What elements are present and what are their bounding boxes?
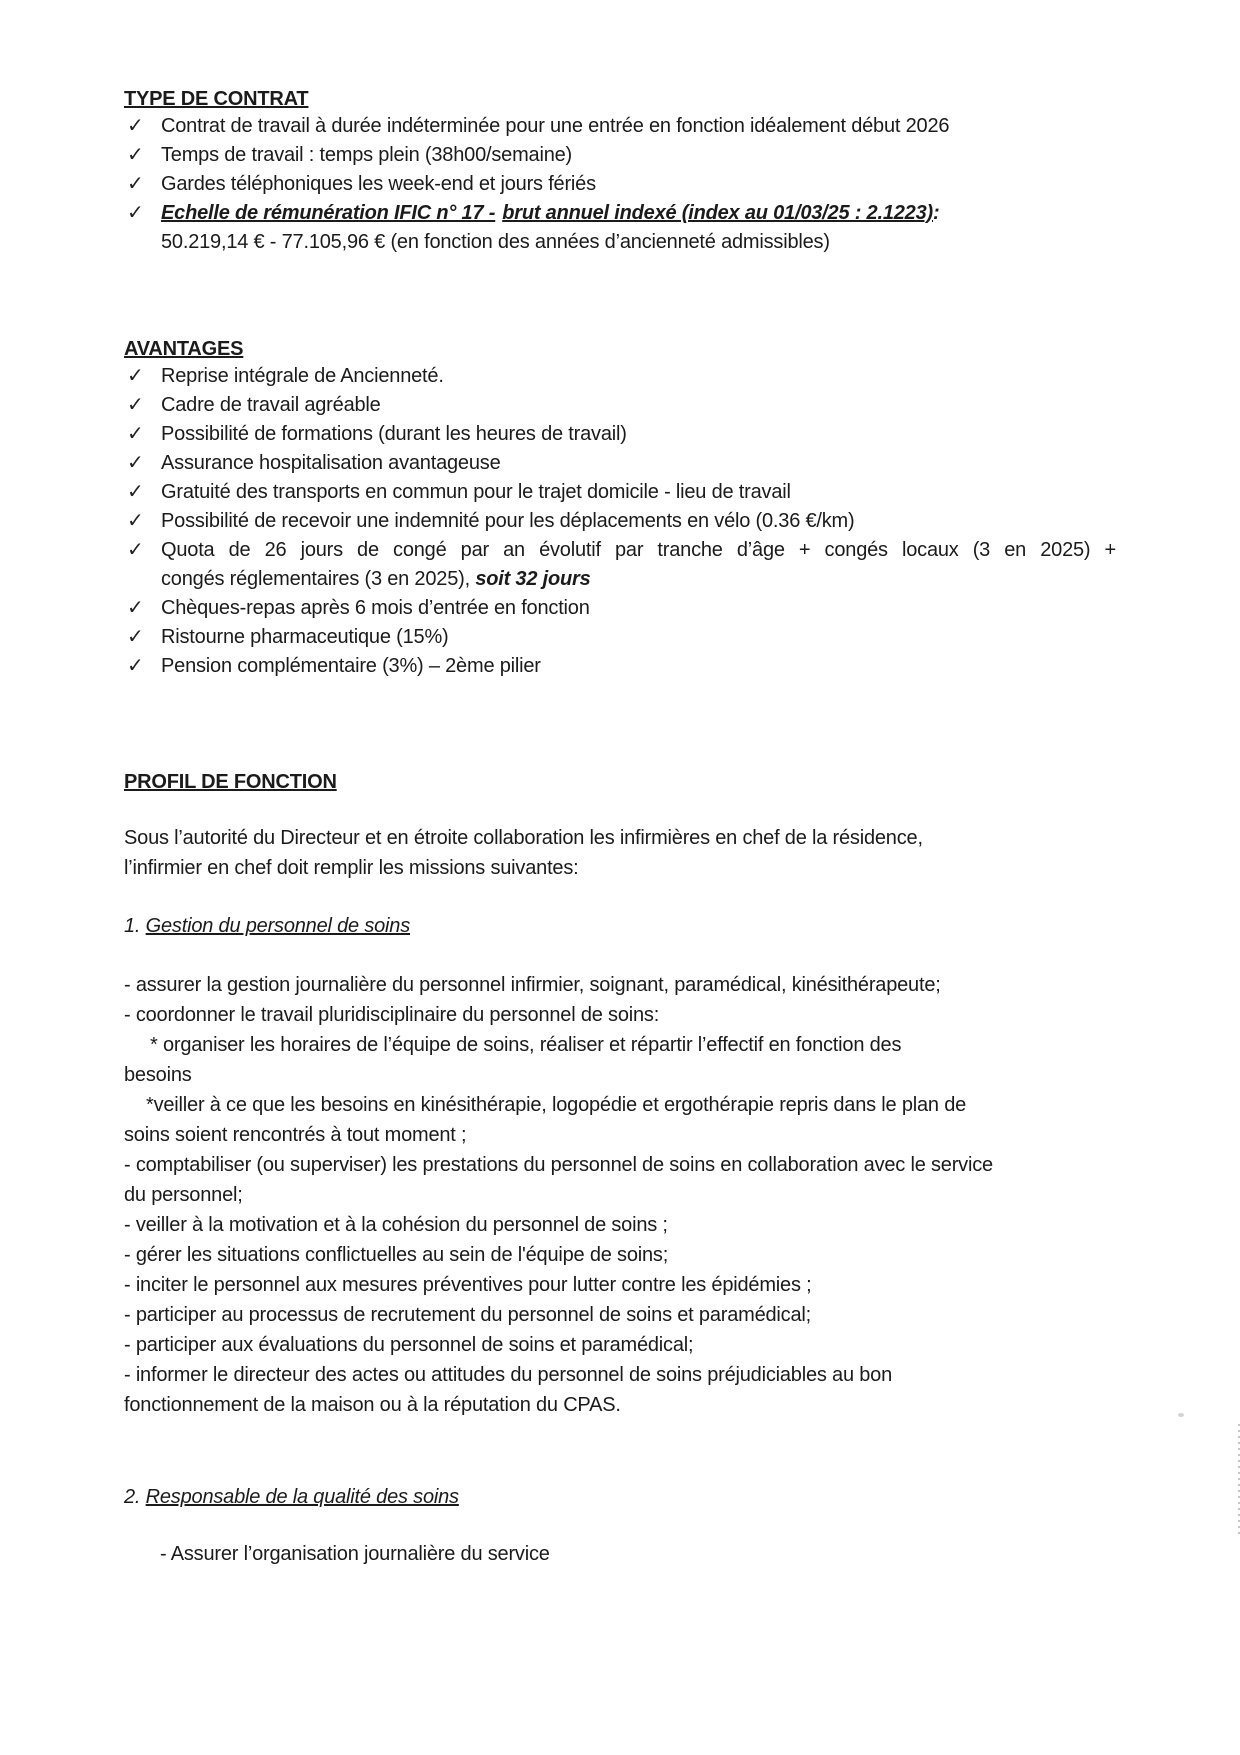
list-item-text: Possibilité de formations (durant les heures de travail) — [161, 423, 627, 445]
leave-quota-line2-text: congés réglementaires (3 en 2025), — [161, 568, 476, 590]
list-item-text: Gratuité des transports en commun pour le trajet domicile - lieu de travail — [161, 481, 791, 503]
salary-scale-colon: : — [933, 202, 940, 224]
salary-scale-title-part2: brut annuel indexé (index au 01/03/25 : 2.1223) — [502, 202, 933, 224]
task-line: *veiller à ce que les besoins en kinésithérapie, logopédie et ergothérapie repris dans le plan de — [146, 1094, 967, 1116]
checkmark-icon: ✓ — [127, 173, 144, 195]
task-line: besoins — [124, 1064, 192, 1086]
heading-profil-de-fonction: PROFIL DE FONCTION — [124, 771, 337, 793]
salary-scale-title-line — [161, 199, 1116, 228]
checkmark-icon: ✓ — [127, 365, 144, 387]
task-line: fonctionnement de la maison ou à la réputation du CPAS. — [124, 1394, 621, 1416]
list-item — [124, 112, 1116, 141]
list-item — [124, 420, 1116, 449]
leave-quota-line1: Quota de 26 jours de congé par an évolutif par tranche d’âge + congés locaux (3 en 2025) + — [161, 539, 1116, 561]
task-line: - coordonner le travail pluridisciplinaire du personnel de soins: — [124, 1004, 660, 1026]
checkmark-icon: ✓ — [127, 115, 144, 137]
task-line: - participer aux évaluations du personnel de soins et paramédical; — [124, 1334, 694, 1356]
heading-type-de-contrat: TYPE DE CONTRAT — [124, 88, 309, 110]
task-line: - participer au processus de recrutement du personnel de soins et paramédical; — [124, 1304, 811, 1326]
checkmark-icon: ✓ — [127, 626, 144, 648]
list-item — [124, 170, 1116, 199]
list-item-text: Reprise intégrale de Ancienneté. — [161, 365, 444, 387]
list-item — [124, 449, 1116, 478]
leave-quota-total: soit 32 jours — [475, 568, 591, 590]
benefits-checklist — [124, 362, 1116, 681]
list-item — [124, 507, 1116, 536]
list-item-text: Contrat de travail à durée indéterminée pour une entrée en fonction idéalement début 2026 — [161, 115, 950, 137]
leave-quota-line2 — [161, 565, 1116, 594]
list-item-text: Chèques-repas après 6 mois d’entrée en fonction — [161, 597, 590, 619]
checkmark-icon: ✓ — [127, 510, 144, 532]
checkmark-icon: ✓ — [127, 597, 144, 619]
task-line: du personnel; — [124, 1184, 243, 1206]
list-item — [124, 391, 1116, 420]
scan-artifact-speck — [1178, 1413, 1184, 1417]
task-line: * organiser les horaires de l’équipe de soins, réaliser et répartir l’effectif en fonction des — [150, 1034, 902, 1056]
checkmark-icon: ✓ — [127, 202, 144, 224]
list-item — [124, 623, 1116, 652]
task-line: - gérer les situations conflictuelles au sein de l'équipe de soins; — [124, 1244, 669, 1266]
contract-checklist — [124, 112, 1116, 257]
intro-line: l’infirmier en chef doit remplir les missions suivantes: — [124, 857, 579, 879]
list-item-text: Pension complémentaire (3%) – 2ème pilier — [161, 655, 541, 677]
list-item — [124, 141, 1116, 170]
intro-line: Sous l’autorité du Directeur et en étroite collaboration les infirmières en chef de la résidence, — [124, 827, 923, 849]
list-item-text: Gardes téléphoniques les week-end et jours fériés — [161, 173, 596, 195]
task-line: - assurer la gestion journalière du personnel infirmier, soignant, paramédical, kinésithérapeute; — [124, 974, 941, 996]
checkmark-icon: ✓ — [127, 539, 144, 561]
subsection-2-task-line: - Assurer l’organisation journalière du service — [160, 1543, 550, 1565]
subsection-1-heading — [124, 911, 1116, 941]
checkmark-icon: ✓ — [127, 423, 144, 445]
task-line: - inciter le personnel aux mesures préventives pour lutter contre les épidémies ; — [124, 1274, 812, 1296]
subsection-2-number: 2. — [124, 1486, 146, 1508]
task-line: - veiller à la motivation et à la cohésion du personnel de soins ; — [124, 1214, 668, 1236]
list-item-leave-quota — [124, 536, 1116, 594]
checkmark-icon: ✓ — [127, 452, 144, 474]
subsection-2-heading — [124, 1482, 1116, 1512]
list-item — [124, 362, 1116, 391]
document-content — [124, 0, 1116, 1569]
list-item-text: Cadre de travail agréable — [161, 394, 381, 416]
subsection-2-title: Responsable de la qualité des soins — [145, 1486, 459, 1508]
task-list-section-1 — [124, 970, 1116, 1420]
subsection-1-number: 1. — [124, 915, 146, 937]
task-line: soins soient rencontrés à tout moment ; — [124, 1124, 467, 1146]
checkmark-icon: ✓ — [127, 394, 144, 416]
checkmark-icon: ✓ — [127, 481, 144, 503]
list-item-salary-scale — [124, 199, 1116, 257]
subsection-1-title: Gestion du personnel de soins — [145, 915, 411, 937]
task-line: - informer le directeur des actes ou attitudes du personnel de soins préjudiciables au bon — [124, 1364, 893, 1386]
salary-scale-title-part1: Echelle de rémunération IFIC n° 17 - — [161, 202, 496, 224]
salary-range-line: 50.219,14 € - 77.105,96 € (en fonction des années d’ancienneté admissibles) — [161, 231, 830, 253]
list-item — [124, 652, 1116, 681]
task-line: - comptabiliser (ou superviser) les prestations du personnel de soins en collaboration avec le service — [124, 1154, 993, 1176]
checkmark-icon: ✓ — [127, 144, 144, 166]
list-item-text: Possibilité de recevoir une indemnité pour les déplacements en vélo (0.36 €/km) — [161, 510, 855, 532]
list-item-text: Assurance hospitalisation avantageuse — [161, 452, 501, 474]
checkmark-icon: ✓ — [127, 655, 144, 677]
heading-avantages: AVANTAGES — [124, 338, 244, 360]
list-item-text: Ristourne pharmaceutique (15%) — [161, 626, 449, 648]
profile-intro-paragraph — [124, 823, 1116, 883]
list-item-text: Temps de travail : temps plein (38h00/semaine) — [161, 144, 573, 166]
list-item — [124, 594, 1116, 623]
list-item — [124, 478, 1116, 507]
